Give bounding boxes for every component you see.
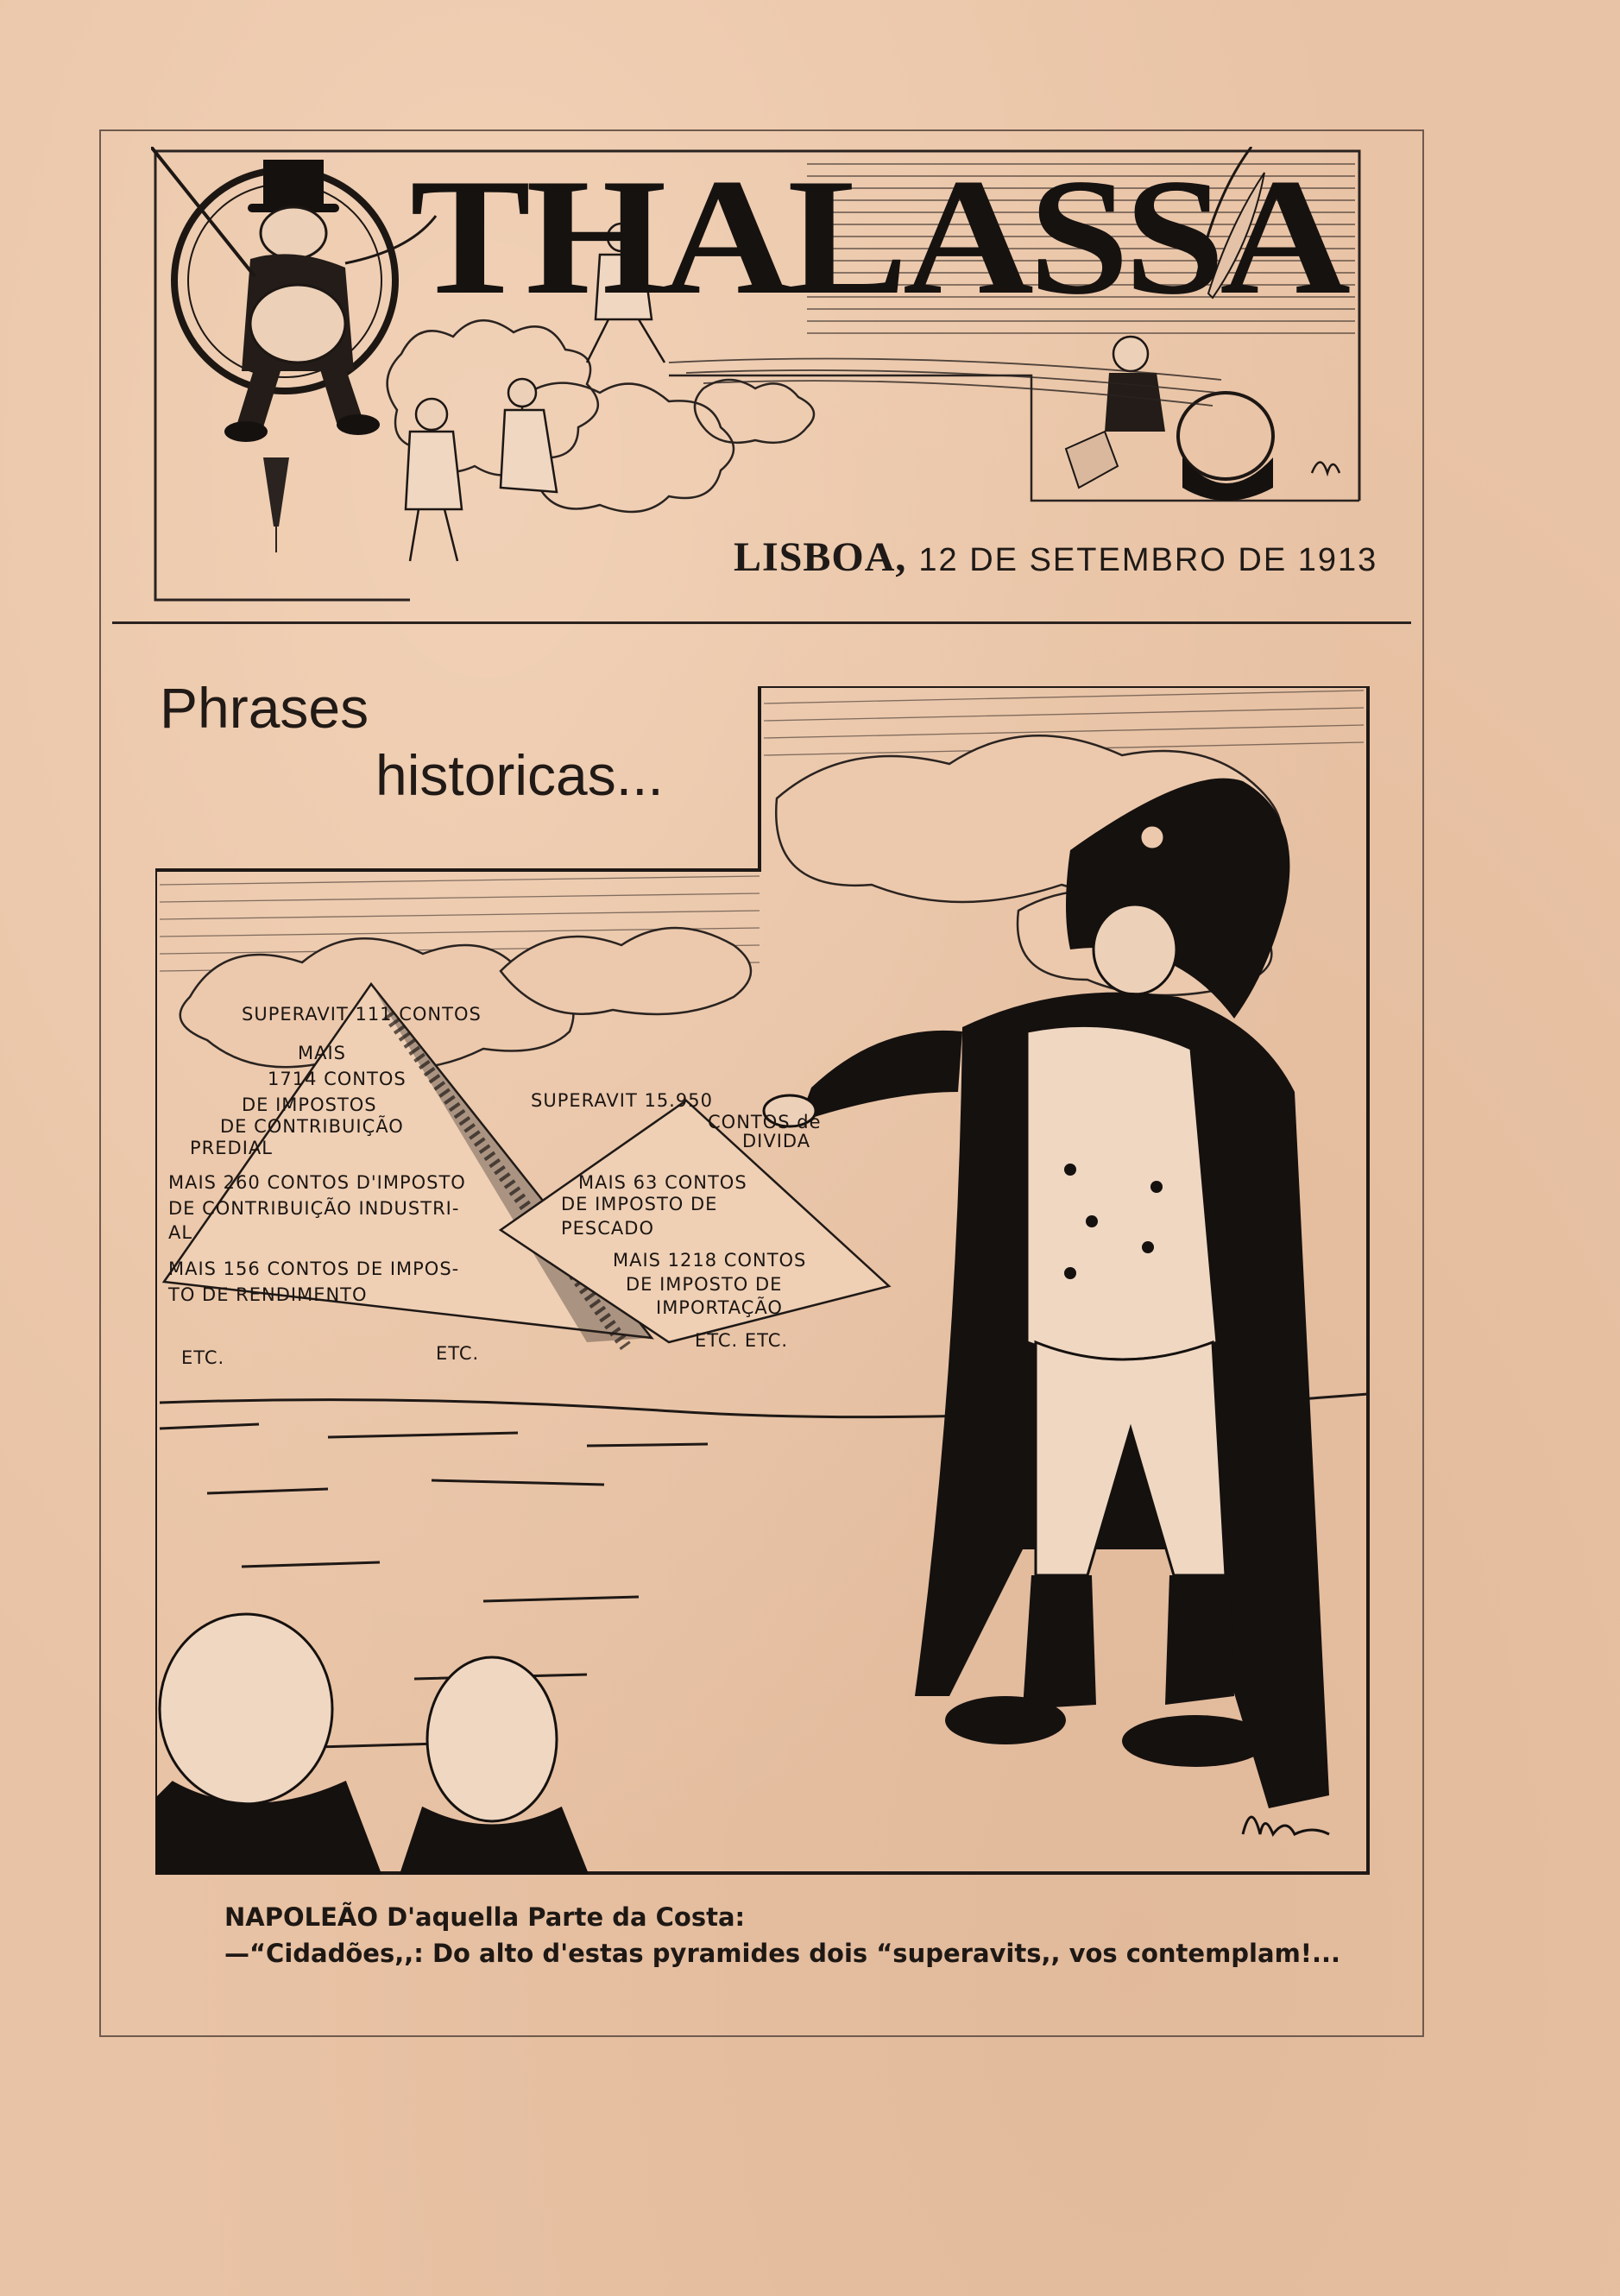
label-p2-3: PESCADO bbox=[561, 1218, 654, 1239]
label-p1-4: DE CONTRIBUIÇÃO bbox=[220, 1116, 404, 1137]
label-superavit-right: SUPERAVIT 15.950 bbox=[531, 1090, 713, 1111]
label-p1-2: 1714 CONTOS bbox=[268, 1069, 407, 1089]
masthead bbox=[151, 144, 1378, 604]
dateline bbox=[734, 533, 1378, 581]
label-contos-divida-2: DIVIDA bbox=[742, 1131, 811, 1151]
label-p2-4: MAIS 1218 CONTOS bbox=[613, 1250, 807, 1271]
dateline-date: 12 DE SETEMBRO DE 1913 bbox=[918, 542, 1378, 578]
label-p1-8: AL bbox=[168, 1222, 193, 1243]
label-p1-3: DE IMPOSTOS bbox=[242, 1094, 377, 1115]
label-p1-9: MAIS 156 CONTOS DE IMPOS- bbox=[168, 1258, 460, 1279]
label-superavit-left: SUPERAVIT 111 CONTOS bbox=[242, 1004, 482, 1025]
label-p1-10: TO DE RENDIMENTO bbox=[168, 1284, 368, 1305]
caption-speaker: NAPOLEÃO D'aquella Parte da Costa: bbox=[224, 1902, 746, 1932]
cartoon-artwork bbox=[155, 686, 1372, 1882]
label-p1-6: MAIS 260 CONTOS D'IMPOSTO bbox=[168, 1172, 466, 1193]
label-etc-c: ETC. ETC. bbox=[695, 1330, 789, 1351]
cartoon-caption bbox=[168, 1899, 1377, 1971]
label-etc-a: ETC. bbox=[181, 1347, 225, 1368]
headline-line-2: historicas... bbox=[375, 742, 664, 807]
masthead-divider-rule bbox=[112, 621, 1411, 624]
label-p1-1: MAIS bbox=[298, 1043, 347, 1063]
label-p1-5: PREDIAL bbox=[190, 1138, 273, 1158]
dateline-city: LISBOA, bbox=[734, 534, 907, 580]
label-p2-2: DE IMPOSTO DE bbox=[561, 1194, 718, 1214]
artist-signature bbox=[1243, 1817, 1329, 1834]
label-p2-1: MAIS 63 CONTOS bbox=[578, 1172, 747, 1193]
spectator-heads bbox=[155, 1614, 587, 1873]
label-p2-6: IMPORTAÇÃO bbox=[656, 1297, 783, 1318]
label-p2-5: DE IMPOSTO DE bbox=[626, 1274, 783, 1295]
cartoon-illustration bbox=[155, 686, 1372, 1882]
headline-line-1: Phrases bbox=[160, 676, 369, 740]
label-contos-divida-1: CONTOS de bbox=[708, 1112, 822, 1132]
label-p1-7: DE CONTRIBUIÇÃO INDUSTRI- bbox=[168, 1198, 460, 1219]
newspaper-title: THALASSA bbox=[410, 144, 1346, 330]
label-etc-b: ETC. bbox=[436, 1343, 480, 1364]
caption-speech: —“Cidadões,,: Do alto d'estas pyramides dois “superavits,, vos contemplam!... bbox=[224, 1939, 1341, 1969]
cartoon-headline bbox=[160, 675, 664, 810]
